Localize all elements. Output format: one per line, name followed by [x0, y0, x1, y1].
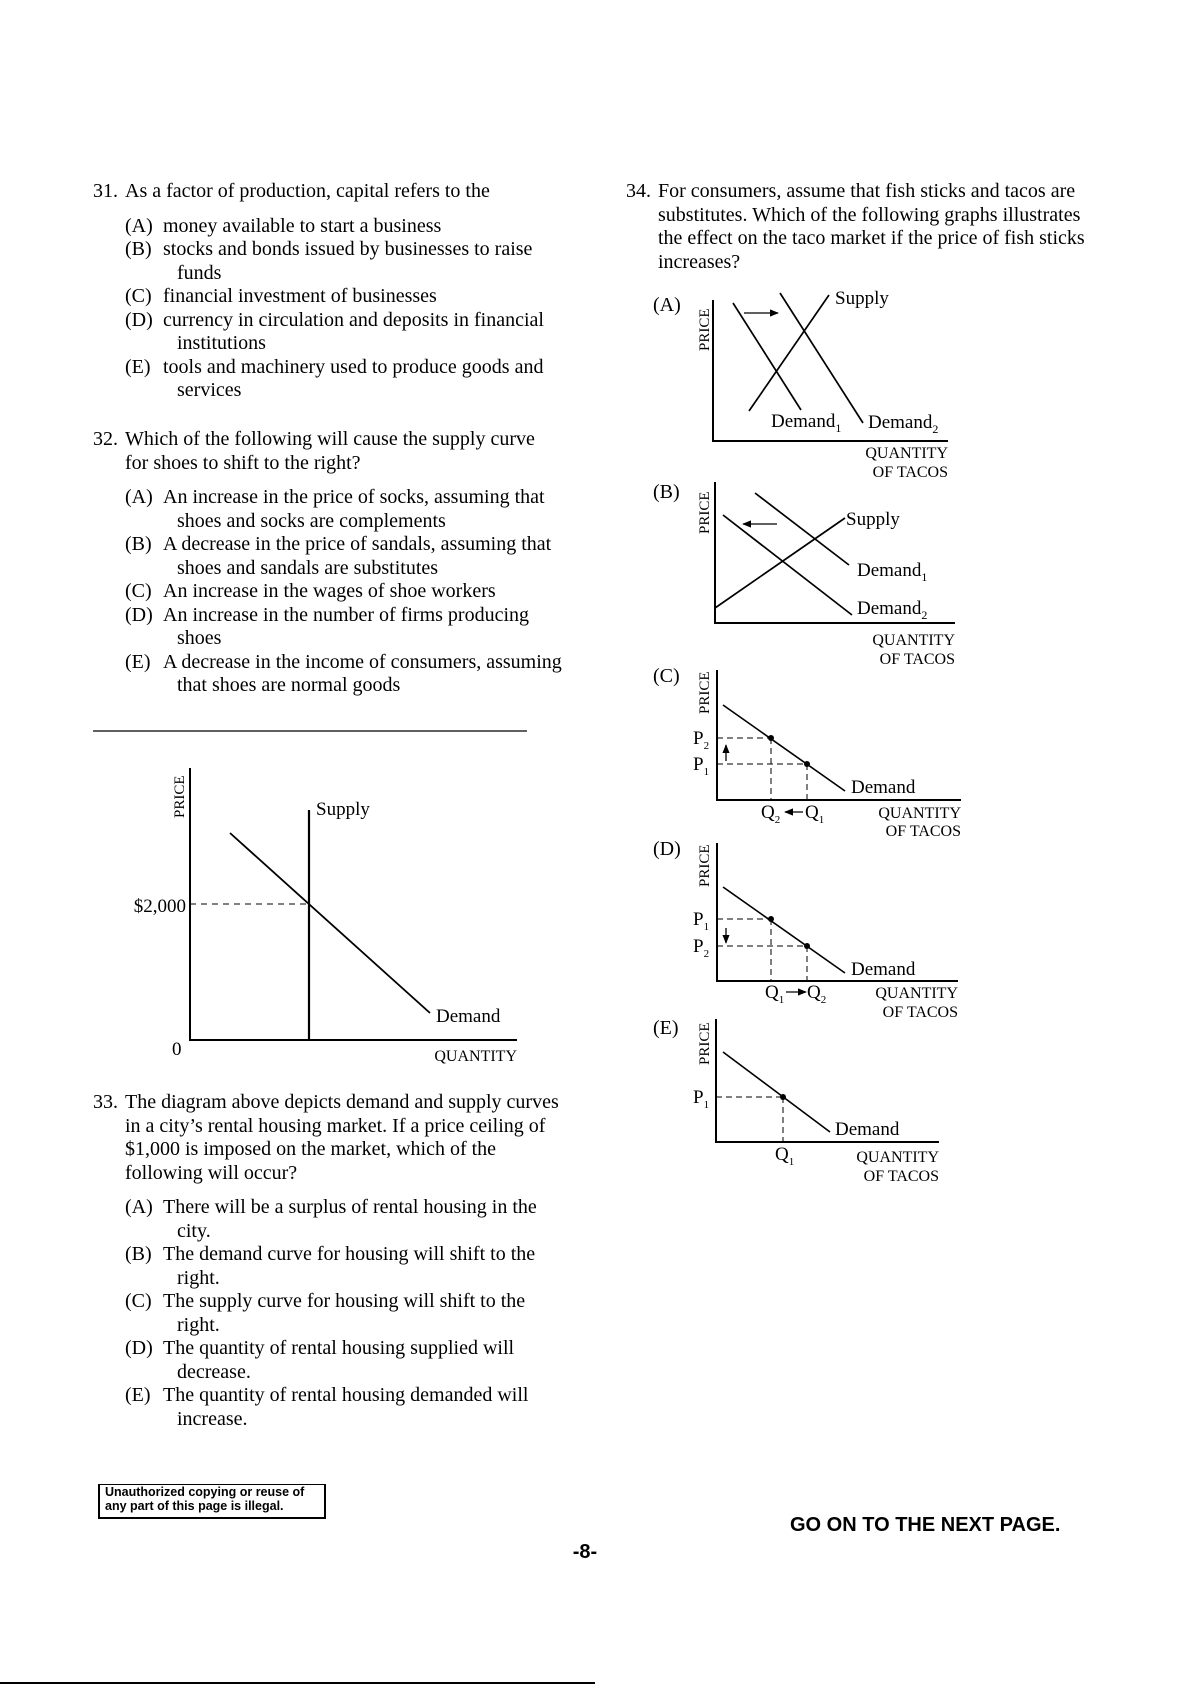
x-axis-label-line2: OF TACOS	[863, 1168, 939, 1185]
demand-label: Demand	[851, 959, 916, 980]
axes	[716, 1019, 939, 1142]
option-text: The quantity of rental housing demanded will increase.	[163, 1384, 529, 1430]
label-part: 1	[818, 814, 825, 826]
label-part: Demand	[771, 411, 836, 432]
x-axis-label-line2: OF TACOS	[872, 464, 948, 481]
label-part: Q	[805, 802, 819, 823]
x-axis-label-line1: QUANTITY	[872, 632, 955, 649]
demand1-curve	[733, 303, 801, 410]
x-axis-label-line1: QUANTITY	[875, 985, 958, 1002]
option-letter: (D)	[125, 308, 153, 331]
demand-curve	[723, 705, 845, 791]
label-part: 2	[932, 422, 939, 436]
demand2-curve	[780, 293, 863, 423]
label-part: 1	[778, 994, 785, 1006]
p1-label	[693, 909, 709, 933]
y-axis-label: PRICE	[697, 844, 713, 887]
option-text: The quantity of rental housing supplied will decrease.	[163, 1337, 515, 1383]
supply-label: Supply	[835, 288, 889, 309]
label-part: 2	[921, 608, 928, 622]
demand2-label	[868, 412, 938, 436]
option-letter: (E)	[125, 650, 151, 673]
label-part: 1	[703, 766, 710, 778]
label-part: P	[693, 1087, 704, 1108]
label-part: 1	[703, 1099, 710, 1111]
label-part: P	[693, 728, 704, 749]
graph-b-label: (B)	[653, 481, 680, 503]
question-number: 31.	[93, 180, 118, 202]
demand1-curve	[755, 493, 849, 565]
equilibrium-point	[804, 761, 810, 767]
page-number: -8-	[572, 1541, 598, 1563]
bottom-rule	[0, 1682, 595, 1684]
label-part: Demand	[857, 560, 922, 581]
label-part: 1	[703, 921, 710, 933]
question-text: For consumers, assume that fish sticks and tacos are substitutes. Which of the following graphs illustrates the effect on the taco market if the price of fish sticks increases?	[658, 180, 1085, 273]
option-letter: (C)	[125, 580, 152, 602]
option-letter: (A)	[125, 214, 153, 237]
x-axis-label-line1: QUANTITY	[865, 445, 948, 462]
question-number: 32.	[93, 428, 118, 450]
graph-d	[653, 838, 958, 1021]
y-axis-label: PRICE	[697, 491, 713, 534]
label-part: 1	[921, 570, 928, 584]
option-text: An increase in the number of firms producing shoes	[163, 603, 530, 649]
equilibrium-point	[768, 735, 774, 741]
supply-label: Supply	[316, 799, 370, 820]
label-part: Q	[775, 1144, 789, 1165]
graph-b	[653, 481, 955, 668]
q1-label	[765, 982, 784, 1006]
label-part: 2	[820, 994, 827, 1006]
option-text: An increase in the price of socks, assuming that shoes and socks are complements	[163, 486, 545, 532]
equilibrium-point	[804, 943, 810, 949]
option-text: money available to start a business	[163, 214, 442, 237]
x-axis-label-line2: OF TACOS	[879, 651, 955, 668]
option-text: currency in circulation and deposits in financial institutions	[163, 308, 544, 354]
graph-e-label: (E)	[653, 1017, 679, 1039]
p2-label	[693, 728, 709, 752]
y-axis-label: PRICE	[697, 1022, 713, 1065]
label-part: 1	[835, 421, 842, 435]
notice-line-1: Unauthorized copying or reuse of	[105, 1485, 305, 1499]
option-text: There will be a surplus of rental housing in the city.	[163, 1196, 537, 1242]
supply-label: Supply	[846, 509, 900, 530]
go-on-next-page: GO ON TO THE NEXT PAGE.	[790, 1514, 1061, 1536]
demand-curve	[230, 833, 430, 1013]
x-axis-label-line2: OF TACOS	[882, 1004, 958, 1021]
label-part: 2	[703, 948, 710, 960]
label-part: Demand	[868, 412, 933, 433]
label-part: 2	[774, 814, 781, 826]
demand-label: Demand	[851, 777, 916, 798]
graph-c-label: (C)	[653, 665, 680, 687]
demand-curve	[723, 1052, 830, 1132]
demand-label: Demand	[835, 1119, 900, 1140]
x-axis-label-line1: QUANTITY	[878, 805, 961, 822]
graph-e	[653, 1017, 939, 1185]
origin-label: 0	[172, 1039, 182, 1060]
price-label: $2,000	[133, 896, 186, 917]
demand1-label	[857, 560, 927, 584]
option-text: financial investment of businesses	[163, 285, 437, 307]
option-text: tools and machinery used to produce goods and services	[163, 355, 544, 401]
p2-label	[693, 936, 709, 960]
notice-line-2: any part of this page is illegal.	[105, 1498, 284, 1513]
label-part: Q	[765, 982, 779, 1003]
option-letter: (D)	[125, 603, 153, 626]
q2-label	[807, 982, 826, 1006]
option-letter: (A)	[125, 486, 153, 508]
label-part: P	[693, 909, 704, 930]
demand1-label	[771, 411, 841, 435]
option-letter: (B)	[125, 533, 152, 555]
label-part: Q	[761, 802, 775, 823]
label-part: P	[693, 936, 704, 957]
question-text: Which of the following will cause the supply curve for shoes to shift to the right?	[125, 428, 535, 474]
axes	[717, 843, 958, 981]
x-axis-label-line2: OF TACOS	[885, 823, 961, 840]
equilibrium-point	[780, 1094, 786, 1100]
housing-market-graph	[134, 768, 518, 1065]
option-letter: (B)	[125, 238, 152, 260]
q2-label	[761, 802, 780, 826]
q1-label	[775, 1144, 794, 1168]
option-letter: (E)	[125, 355, 151, 378]
y-axis-label: PRICE	[697, 671, 713, 714]
label-part: Demand	[857, 598, 922, 619]
equilibrium-point	[768, 916, 774, 922]
x-axis-label: QUANTITY	[434, 1048, 517, 1065]
option-letter: (C)	[125, 285, 152, 307]
option-letter: (E)	[125, 1384, 151, 1406]
question-text: The diagram above depicts demand and supply curves in a city’s rental housing market. If a price ceiling of $1,000 is imposed on the market, which of the following will occur?	[125, 1091, 559, 1184]
option-letter: (A)	[125, 1196, 153, 1218]
option-letter: (D)	[125, 1337, 153, 1359]
option-text: The supply curve for housing will shift to the right.	[163, 1290, 526, 1336]
option-text: A decrease in the price of sandals, assuming that shoes and sandals are substitutes	[163, 533, 552, 579]
option-letter: (C)	[125, 1290, 152, 1312]
axes	[717, 670, 961, 800]
x-axis-label-line1: QUANTITY	[856, 1149, 939, 1166]
p1-label	[693, 754, 709, 778]
label-part: 2	[703, 740, 710, 752]
demand2-curve	[723, 515, 852, 615]
graph-a-label: (A)	[653, 294, 681, 316]
option-letter: (B)	[125, 1243, 152, 1265]
graph-d-label: (D)	[653, 838, 681, 860]
question-number: 34.	[626, 180, 651, 202]
demand-label: Demand	[436, 1006, 501, 1027]
y-axis-label: PRICE	[172, 775, 188, 818]
option-text: stocks and bonds issued by businesses to raise funds	[163, 238, 533, 284]
q1-label	[805, 802, 824, 826]
label-part: 1	[788, 1156, 795, 1168]
option-text: A decrease in the income of consumers, assuming that shoes are normal goods	[163, 650, 562, 696]
label-part: P	[693, 754, 704, 775]
y-axis-label: PRICE	[697, 308, 713, 351]
question-text: As a factor of production, capital refers to the	[125, 180, 490, 202]
copyright-notice	[98, 1484, 326, 1519]
graph-a	[653, 288, 948, 481]
label-part: Q	[807, 982, 821, 1003]
demand2-label	[857, 598, 927, 622]
option-text: The demand curve for housing will shift to the right.	[163, 1243, 536, 1289]
demand-curve	[723, 887, 845, 973]
graph-c	[653, 665, 961, 840]
p1-label	[693, 1087, 709, 1111]
question-number: 33.	[93, 1091, 118, 1113]
option-text: An increase in the wages of shoe workers	[163, 580, 496, 602]
